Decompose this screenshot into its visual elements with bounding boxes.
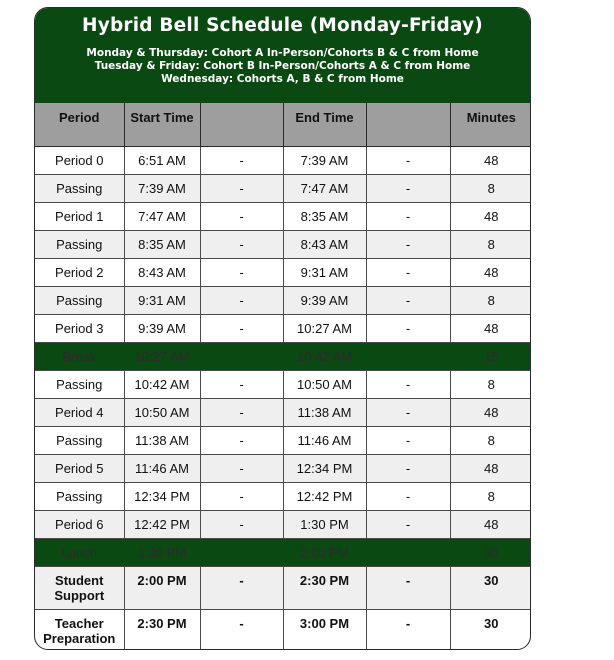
period-cell: Period 3 [35, 314, 124, 342]
minutes-cell: 30 [450, 566, 531, 609]
start-time-cell: 10:50 AM [124, 398, 200, 426]
start-time-cell: 9:31 AM [124, 286, 200, 314]
separator-cell: - [200, 174, 283, 202]
end-time-cell: 7:47 AM [283, 174, 366, 202]
separator-cell: - [366, 398, 450, 426]
minutes-cell: 48 [450, 398, 531, 426]
separator-cell: - [200, 510, 283, 538]
end-time-cell: 11:46 AM [283, 426, 366, 454]
schedule-title: Hybrid Bell Schedule (Monday-Friday) [82, 15, 483, 36]
start-time-cell: 2:30 PM [124, 609, 200, 650]
cohort-note-line: Wednesday: Cohorts A, B & C from Home [161, 73, 404, 85]
separator-cell: - [366, 454, 450, 482]
end-time-cell: 3:00 PM [283, 609, 366, 650]
end-time-cell: 11:38 AM [283, 398, 366, 426]
table-row [35, 146, 531, 174]
separator-cell: - [366, 146, 450, 174]
period-cell: Passing [35, 174, 124, 202]
separator-cell: - [366, 609, 450, 650]
column-header-period: Period [35, 103, 124, 146]
start-time-cell: 12:42 PM [124, 510, 200, 538]
column-header-blank [366, 103, 450, 146]
end-time-cell: 10:27 AM [283, 314, 366, 342]
separator-cell: - [200, 342, 283, 370]
separator-cell: - [200, 258, 283, 286]
separator-cell: - [200, 426, 283, 454]
separator-cell: - [200, 314, 283, 342]
table-row [35, 398, 531, 426]
start-time-cell: 8:43 AM [124, 258, 200, 286]
end-time-cell: 8:43 AM [283, 230, 366, 258]
table-row [35, 510, 531, 538]
start-time-cell: 10:42 AM [124, 370, 200, 398]
separator-cell: - [366, 258, 450, 286]
separator-cell: - [200, 566, 283, 609]
separator-cell: - [366, 342, 450, 370]
end-time-cell: 10:42 AM [283, 342, 366, 370]
separator-cell: - [200, 230, 283, 258]
minutes-cell: 48 [450, 510, 531, 538]
column-header-start-time: Start Time [124, 103, 200, 146]
start-time-cell: 2:00 PM [124, 566, 200, 609]
column-header-blank [200, 103, 283, 146]
period-cell: Period 2 [35, 258, 124, 286]
table-row [35, 426, 531, 454]
separator-cell: - [366, 202, 450, 230]
period-cell: Teacher Preparation [35, 609, 124, 650]
start-time-cell: 1:30 PM [124, 538, 200, 566]
separator-cell: - [200, 482, 283, 510]
table-row [35, 230, 531, 258]
minutes-cell: 8 [450, 482, 531, 510]
cohort-note-line: Monday & Thursday: Cohort A In-Person/Cohorts B & C from Home [86, 47, 479, 59]
separator-cell: - [366, 510, 450, 538]
end-time-cell: 2:30 PM [283, 566, 366, 609]
separator-cell: - [366, 538, 450, 566]
separator-cell: - [366, 482, 450, 510]
start-time-cell: 11:46 AM [124, 454, 200, 482]
minutes-cell: 8 [450, 174, 531, 202]
start-time-cell: 8:35 AM [124, 230, 200, 258]
table-row [35, 609, 531, 650]
separator-cell: - [200, 286, 283, 314]
start-time-cell: 7:39 AM [124, 174, 200, 202]
minutes-cell: 30 [450, 538, 531, 566]
minutes-cell: 30 [484, 615, 499, 631]
period-cell: Passing [35, 426, 124, 454]
separator-cell: - [366, 174, 450, 202]
table-row [35, 566, 531, 609]
separator-cell: - [200, 609, 283, 650]
table-row [35, 174, 531, 202]
minutes-cell: 8 [450, 230, 531, 258]
table-row [35, 286, 531, 314]
minutes-cell: 48 [450, 314, 531, 342]
start-time-cell: 12:34 PM [124, 482, 200, 510]
separator-cell: - [366, 566, 450, 609]
end-time-cell: 9:39 AM [283, 286, 366, 314]
column-header-end-time: End Time [283, 103, 366, 146]
period-cell: Period 0 [35, 146, 124, 174]
end-time-cell: 12:34 PM [283, 454, 366, 482]
table-row [35, 454, 531, 482]
period-cell: Passing [35, 230, 124, 258]
start-time-cell: 11:38 AM [124, 426, 200, 454]
end-time-cell: 8:35 AM [283, 202, 366, 230]
separator-cell: - [366, 426, 450, 454]
bell-schedule-card [34, 7, 531, 650]
period-cell: Lunch [35, 538, 124, 566]
period-cell: Passing [35, 286, 124, 314]
separator-cell: - [200, 146, 283, 174]
start-time-cell: 6:51 AM [124, 146, 200, 174]
table-row [35, 538, 531, 566]
cohort-notes [35, 47, 530, 86]
minutes-cell: 48 [450, 202, 531, 230]
period-cell: Student Support [35, 566, 124, 609]
minutes-cell: 48 [450, 258, 531, 286]
minutes-cell: 48 [450, 454, 531, 482]
separator-cell: - [200, 202, 283, 230]
table-row [35, 202, 531, 230]
cohort-note-line: Tuesday & Friday: Cohort B In-Person/Cohorts A & C from Home [94, 60, 471, 72]
separator-cell: - [200, 370, 283, 398]
start-time-cell: 10:27 AM [124, 342, 200, 370]
separator-cell: - [200, 454, 283, 482]
minutes-cell: 8 [450, 370, 531, 398]
separator-cell: - [366, 230, 450, 258]
period-cell: Break [35, 342, 124, 370]
separator-cell: - [200, 538, 283, 566]
period-cell: Period 1 [35, 202, 124, 230]
start-time-cell: 7:47 AM [124, 202, 200, 230]
period-cell: Period 6 [35, 510, 124, 538]
end-time-cell: 12:42 PM [283, 482, 366, 510]
table-row [35, 342, 531, 370]
schedule-table [35, 103, 531, 650]
separator-cell: - [366, 370, 450, 398]
start-time-cell: 9:39 AM [124, 314, 200, 342]
table-row [35, 258, 531, 286]
column-header-minutes: Minutes [450, 103, 531, 146]
end-time-cell: 2:00 PM [283, 538, 366, 566]
table-header-row [35, 103, 531, 146]
period-cell: Passing [35, 370, 124, 398]
minutes-cell: 8 [450, 426, 531, 454]
end-time-cell: 10:50 AM [283, 370, 366, 398]
period-cell: Period 4 [35, 398, 124, 426]
separator-cell: - [200, 398, 283, 426]
period-cell: Passing [35, 482, 124, 510]
table-row [35, 482, 531, 510]
minutes-cell: 8 [450, 286, 531, 314]
schedule-header [35, 8, 530, 103]
schedule-body [35, 146, 531, 650]
end-time-cell: 7:39 AM [283, 146, 366, 174]
table-row [35, 314, 531, 342]
minutes-cell: 15 [450, 342, 531, 370]
table-row [35, 370, 531, 398]
period-cell: Period 5 [35, 454, 124, 482]
minutes-cell: 48 [450, 146, 531, 174]
separator-cell: - [366, 286, 450, 314]
end-time-cell: 1:30 PM [283, 510, 366, 538]
separator-cell: - [366, 314, 450, 342]
end-time-cell: 9:31 AM [283, 258, 366, 286]
